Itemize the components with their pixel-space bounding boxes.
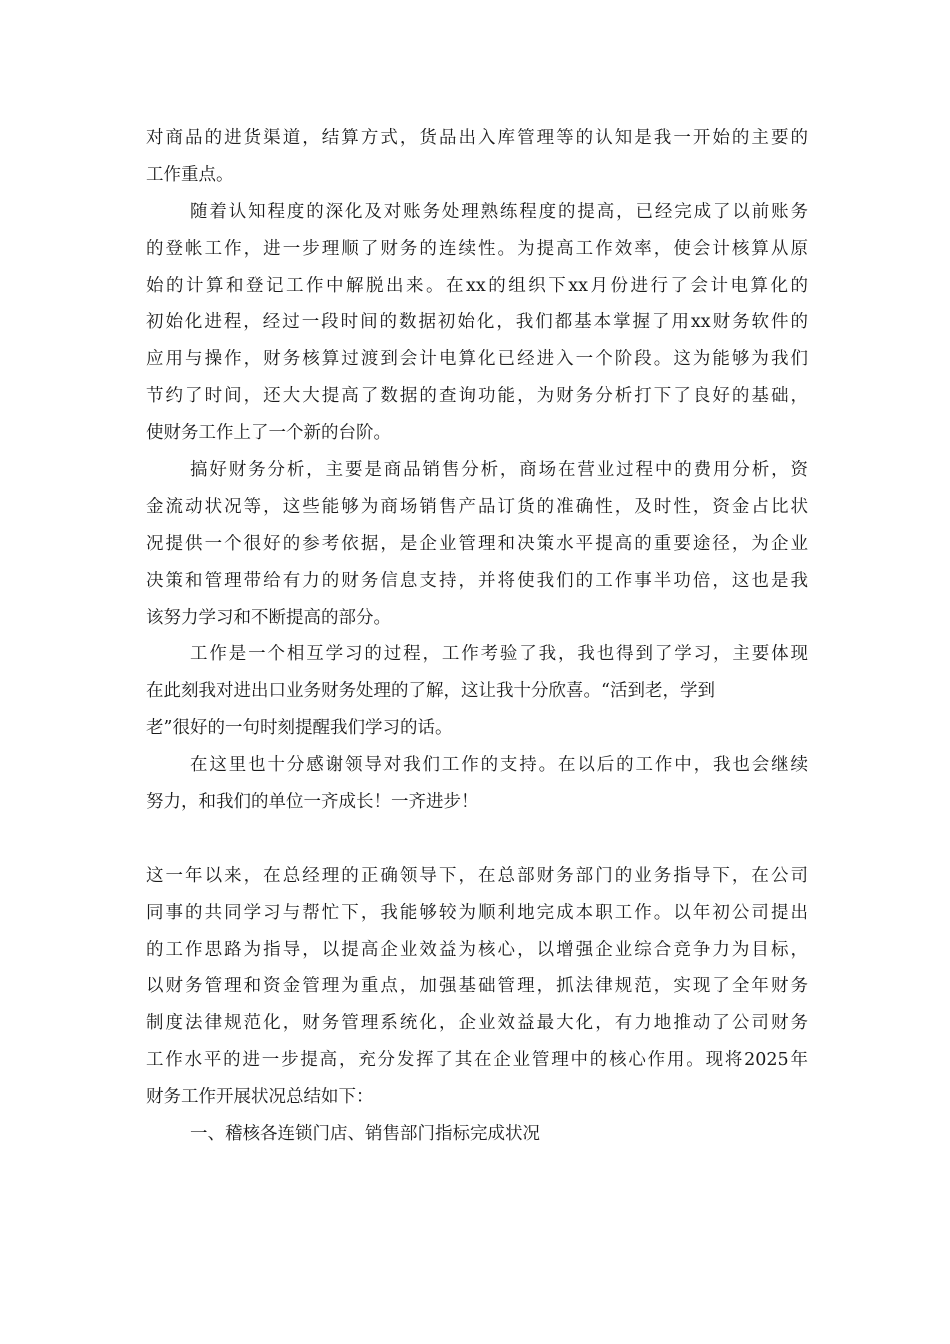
text-line: 老”很好的一句时刻提醒我们学习的话。: [146, 718, 453, 739]
text-line: 况提供一个很好的参考依据，是企业管理和决策水平提高的重要途径，为企业: [146, 533, 808, 554]
text-line: 以财务管理和资金管理为重点，加强基础管理，抓法律规范，实现了全年财务: [146, 976, 808, 997]
text-line: 该努力学习和不断提高的部分。: [146, 607, 391, 628]
text-line: 金流动状况等，这些能够为商场销售产品订货的准确性，及时性，资金占比状: [146, 496, 808, 517]
text-line: 工作水平的进一步提高，充分发挥了其在企业管理中的核心作用。现将2025年: [146, 1050, 808, 1071]
text-line: 财务工作开展状况总结如下：: [146, 1087, 374, 1108]
text-line: 这一年以来，在总经理的正确领导下，在总部财务部门的业务指导下，在公司: [146, 865, 808, 886]
text-line: 的登帐工作，进一步理顺了财务的连续性。为提高工作效率，使会计核算从原: [146, 238, 808, 259]
paragraph-start-line: 在这里也十分感谢领导对我们工作的支持。在以后的工作中，我也会继续: [190, 755, 808, 776]
subsection-heading: 一、稽核各连锁门店、销售部门指标完成状况: [190, 1124, 540, 1145]
text-line: 初始化进程，经过一段时间的数据初始化，我们都基本掌握了用xx财务软件的: [146, 312, 808, 333]
document-body: [146, 120, 808, 1153]
text-line: 对商品的进货渠道，结算方式，货品出入库管理等的认知是我一开始的主要的: [146, 128, 808, 148]
text-line: 工作重点。: [146, 164, 234, 185]
text-line: 在此刻我对进出口业务财务处理的了解，这让我十分欣喜。“活到老，学到: [146, 681, 715, 702]
text-line: 应用与操作，财务核算过渡到会计电算化已经进入一个阶段。这为能够为我们: [146, 349, 808, 370]
text-line: 制度法律规范化，财务管理系统化，企业效益最大化，有力地推动了公司财务: [146, 1013, 808, 1034]
text-line: 同事的共同学习与帮忙下，我能够较为顺利地完成本职工作。以年初公司提出: [146, 902, 808, 923]
paragraph-start-line: 搞好财务分析，主要是商品销售分析，商场在营业过程中的费用分析，资: [190, 460, 808, 481]
paragraph-start-line: 随着认知程度的深化及对账务处理熟练程度的提高，已经完成了以前账务: [190, 201, 808, 222]
text-line: 决策和管理带给有力的财务信息支持，并将使我们的工作事半功倍，这也是我: [146, 570, 808, 591]
section-heading-line: [146, 821, 808, 858]
text-line: 始的计算和登记工作中解脱出来。在xx的组织下xx月份进行了会计电算化的: [146, 275, 808, 296]
text-line: 的工作思路为指导，以提高企业效益为核心，以增强企业综合竞争力为目标，: [146, 939, 808, 960]
text-line: 使财务工作上了一个新的台阶。: [146, 423, 391, 444]
text-line: 节约了时间，还大大提高了数据的查询功能，为财务分析打下了良好的基础，: [146, 386, 808, 407]
text-line: 努力，和我们的单位一齐成长！一齐进步！: [146, 792, 479, 813]
paragraph-start-line: 工作是一个相互学习的过程，工作考验了我，我也得到了学习，主要体现: [190, 644, 808, 665]
